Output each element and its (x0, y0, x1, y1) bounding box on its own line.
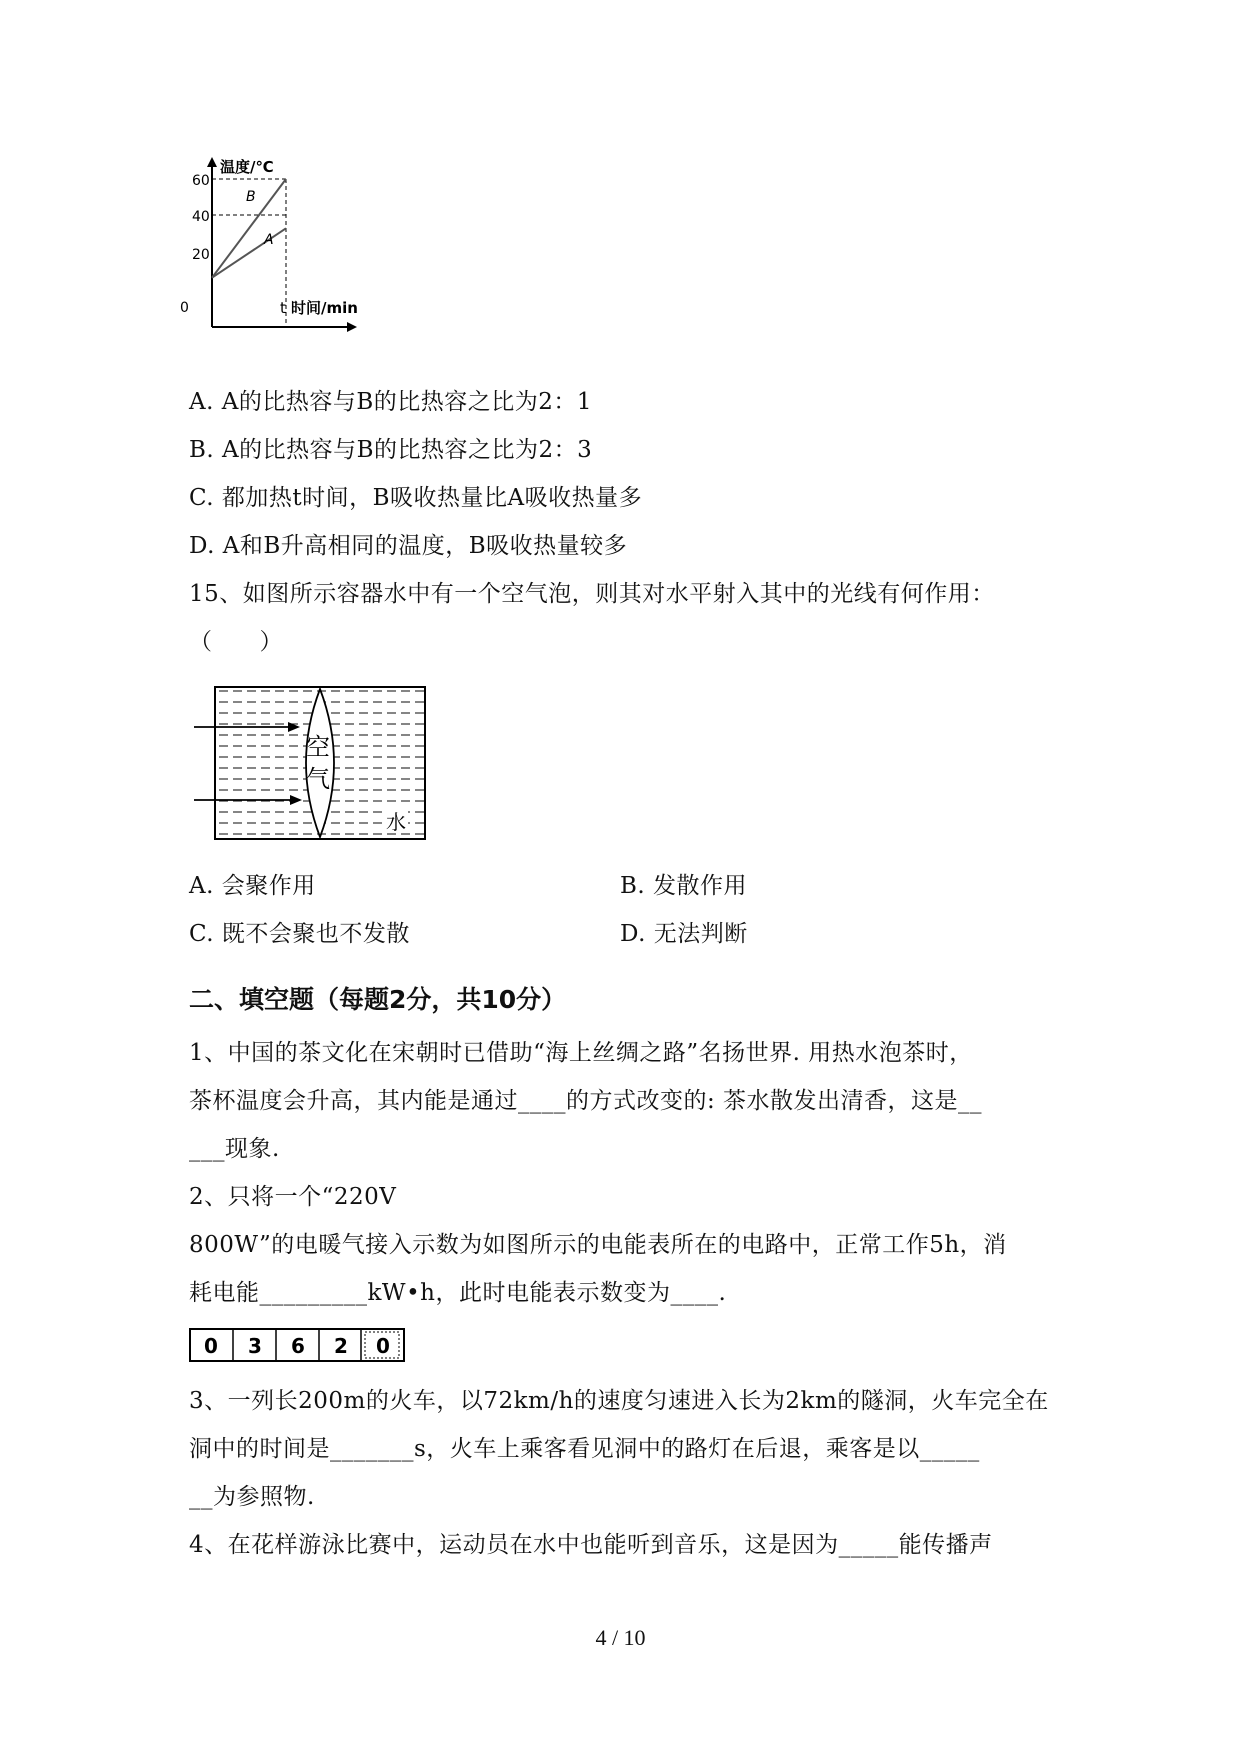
series-b-label: B (246, 189, 256, 205)
temperature-graph (180, 155, 420, 360)
s2-q2-line-3: 耗电能_________kW•h，此时电能表示数变为____. (189, 1280, 727, 1306)
y-tick-60: 60 (192, 173, 210, 189)
s2-q4-line-1: 4、在花样游泳比赛中，运动员在水中也能听到音乐，这是因为_____能传播声 (189, 1532, 993, 1558)
q15-stem: 15、如图所示容器水中有一个空气泡，则其对水平射入其中的光线有何作用： (189, 581, 995, 607)
q15-option-c: C. 既不会聚也不发散 (189, 921, 410, 947)
origin-label: 0 (180, 300, 189, 316)
q14-option-a: A. A的比热容与B的比热容之比为2：1 (189, 389, 593, 415)
q14-option-b: B. A的比热容与B的比热容之比为2：3 (189, 437, 593, 463)
y-axis-label: 温度/℃ (220, 158, 274, 176)
y-tick-20: 20 (192, 247, 210, 263)
q14-option-d: D. A和B升高相同的温度，B吸收热量较多 (189, 533, 628, 559)
q15-blank: （ ） (189, 629, 283, 655)
s2-q2-line-1: 2、只将一个“220V (189, 1184, 397, 1210)
air-label-1: 空 (306, 733, 330, 761)
water-label: 水 (386, 810, 406, 834)
s2-q3-line-2: 洞中的时间是_______s，火车上乘客看见洞中的路灯在后退，乘客是以_____ (189, 1436, 980, 1462)
t-label: t (280, 299, 286, 317)
q14-option-c: C. 都加热t时间，B吸收热量比A吸收热量多 (189, 485, 643, 511)
q15-option-a: A. 会聚作用 (189, 873, 316, 899)
meter-digit-4: 2 (334, 1334, 348, 1358)
y-tick-40: 40 (192, 209, 210, 225)
meter-digit-2: 3 (248, 1334, 262, 1358)
page-number: 4 / 10 (595, 1625, 646, 1650)
x-axis-arrow (347, 322, 357, 332)
series-a-label: A (264, 232, 274, 248)
q15-option-b: B. 发散作用 (620, 873, 748, 899)
air-bubble-figure (190, 685, 430, 845)
meter-digit-1: 0 (204, 1334, 218, 1358)
q15-option-d: D. 无法判断 (620, 921, 748, 947)
series-a-line (212, 228, 286, 277)
section-2-title: 二、填空题（每题2分，共10分） (189, 985, 567, 1014)
meter-digit-3: 6 (291, 1334, 305, 1358)
x-axis-label: 时间/min (291, 299, 358, 317)
air-label-2: 气 (306, 765, 330, 793)
s2-q3-line-1: 3、一列长200m的火车，以72km/h的速度匀速进入长为2km的隧洞，火车完全在 (189, 1388, 1049, 1414)
s2-q1-line-2: 茶杯温度会升高，其内能是通过____的方式改变的: 茶水散发出清香，这是__ (189, 1088, 983, 1114)
meter-digit-5: 0 (376, 1334, 390, 1358)
electric-meter-display (189, 1328, 405, 1362)
s2-q3-line-3: __为参照物. (189, 1484, 315, 1510)
y-axis-arrow (207, 157, 217, 167)
s2-q1-line-1: 1、中国的茶文化在宋朝时已借助“海上丝绸之路”名扬世界. 用热水泡茶时， (189, 1040, 973, 1066)
s2-q2-line-2: 800W”的电暖气接入示数为如图所示的电能表所在的电路中，正常工作5h，消 (189, 1232, 1007, 1258)
s2-q1-line-3: ___现象. (189, 1136, 280, 1162)
